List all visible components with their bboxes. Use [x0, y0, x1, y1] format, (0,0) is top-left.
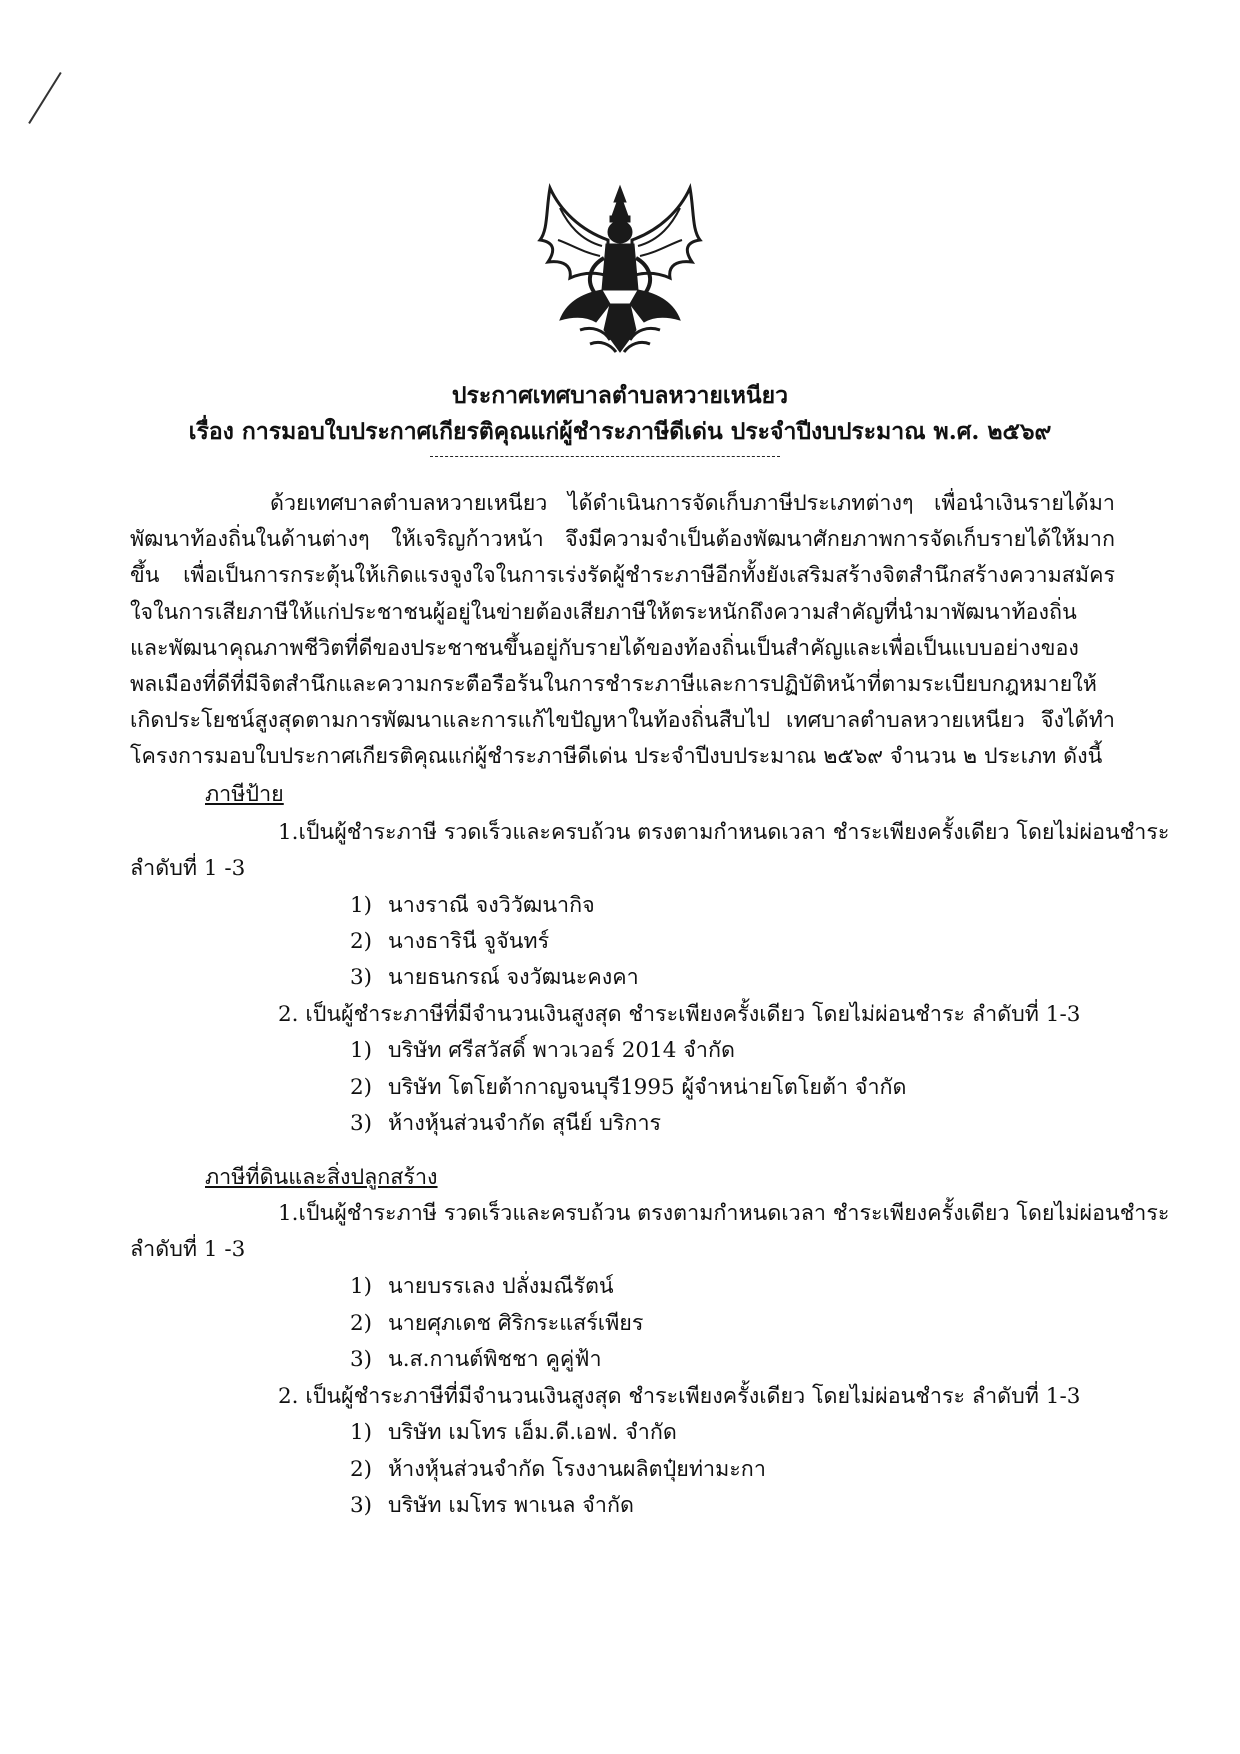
- list-item: [350, 1269, 614, 1303]
- body-paragraph: ด้วยเทศบาลตำบลหวายเหนียว ได้ดำเนินการจัดเก็บภาษีประเภทต่างๆ เพื่อนำเงินรายได้มาพัฒนาท้องถิ่นในด้านต่างๆ ให้เจริญก้าวหน้า จึงมีความจำเป็นต้องพัฒนาศักยภาพการจัดเก็บรายได้ให้มากขึ้น เพื่อเป็นการกระตุ้นให้เกิดแรงจูงใจในการเร่งรัดผู้ชำระภาษีอีกทั้งยังเสริมสร้างจิตสำนึกสร้างความสมัครใจในการเสียภาษีให้แก่ประชาชนผู้อยู่ในข่ายต้องเสียภาษีให้ตระหนักถึงความสำคัญที่นำมาพัฒนาท้องถิ่น และพัฒนาคุณภาพชีวิตที่ดีของประชาชนขึ้นอยู่กับรายได้ของท้องถิ่นเป็นสำคัญและเพื่อเป็นแบบอย่างของพลเมืองที่ดีที่มีจิตสำนึกและความกระตือรือร้นในการชำระภาษีและการปฏิบัติหน้าที่ตามระเบียบกฎหมายให้เกิดประโยชน์สูงสุดตามการพัฒนาและการแก้ไขปัญหาในท้องถิ่นสืบไป เทศบาลตำบลหวายเหนียว จึงได้ทำโครงการมอบใบประกาศเกียรติคุณแก่ผู้ชำระภาษีดีเด่น ประจำปีงบประมาณ ๒๕๖๙ จำนวน ๒ ประเภท ดังนี้: [130, 491, 1115, 770]
- section-heading-land-tax: ภาษีที่ดินและสิ่งปลูกสร้าง: [205, 1165, 438, 1190]
- announcement-title: ประกาศเทศบาลตำบลหวายเหนียว: [451, 382, 789, 409]
- item-number: 1): [350, 893, 373, 918]
- pen-mark: [28, 72, 61, 124]
- item-number: 2): [350, 1457, 373, 1482]
- criteria-1-continued: ลำดับที่ 1 -3: [130, 856, 246, 881]
- item-name: บริษัท โตโยต้ากาญจนบุรี1995 ผู้จำหน่ายโตโยต้า จำกัด: [388, 1075, 907, 1100]
- list-item: [350, 960, 639, 994]
- list-item: [350, 924, 549, 958]
- section-heading-signboard-tax: ภาษีป้าย: [205, 782, 284, 807]
- criteria-2: 2. เป็นผู้ชำระภาษีที่มีจำนวนเงินสูงสุด ชำระเพียงครั้งเดียว โดยไม่ผ่อนชำระ ลำดับที่ 1-3: [278, 1384, 1081, 1409]
- item-number: 3): [350, 1493, 373, 1518]
- criteria-1: 1.เป็นผู้ชำระภาษี รวดเร็วและครบถ้วน ตรงตามกำหนดเวลา ชำระเพียงครั้งเดียว โดยไม่ผ่อนชำระ: [278, 820, 1170, 845]
- item-name: บริษัท เมโทร เอ็ม.ดี.เอฟ. จำกัด: [388, 1420, 677, 1445]
- item-name: ห้างหุ้นส่วนจำกัด สุนีย์ บริการ: [388, 1111, 662, 1136]
- item-name: ห้างหุ้นส่วนจำกัด โรงงานผลิตปุ๋ยท่ามะกา: [388, 1457, 766, 1482]
- item-number: 3): [350, 1111, 373, 1136]
- divider: [430, 456, 780, 457]
- criteria-1-continued: ลำดับที่ 1 -3: [130, 1237, 246, 1262]
- item-name: นายศุภเดช ศิริกระแสร์เพียร: [388, 1311, 644, 1336]
- list-item: [350, 1488, 634, 1522]
- item-number: 3): [350, 965, 373, 990]
- criteria-2: 2. เป็นผู้ชำระภาษีที่มีจำนวนเงินสูงสุด ชำระเพียงครั้งเดียว โดยไม่ผ่อนชำระ ลำดับที่ 1-3: [278, 1002, 1081, 1027]
- list-item: [350, 1106, 661, 1140]
- item-name: นายบรรเลง ปลั่งมณีรัตน์: [388, 1274, 614, 1299]
- item-name: บริษัท ศรีสวัสดิ์ พาวเวอร์ 2014 จำกัด: [388, 1038, 735, 1063]
- list-item: [350, 1306, 643, 1340]
- item-number: 3): [350, 1347, 373, 1372]
- item-name: นางราณี จงวิวัฒนากิจ: [388, 893, 595, 918]
- list-item: [350, 1070, 907, 1104]
- list-item: [350, 1342, 602, 1376]
- item-number: 2): [350, 1311, 373, 1336]
- item-name: น.ส.กานต์พิชชา คูคู่ฟ้า: [388, 1347, 602, 1372]
- list-item: [350, 1033, 735, 1067]
- list-item: [350, 1452, 766, 1486]
- item-number: 1): [350, 1274, 373, 1299]
- item-number: 1): [350, 1038, 373, 1063]
- list-item: [350, 888, 595, 922]
- item-name: นายธนกรณ์ จงวัฒนะคงคา: [388, 965, 639, 990]
- item-name: นางธารินี จูจันทร์: [388, 929, 550, 954]
- announcement-subject: เรื่อง การมอบใบประกาศเกียรติคุณแก่ผู้ชำระภาษีดีเด่น ประจำปีงบประมาณ พ.ศ. ๒๕๖๙: [188, 418, 1052, 445]
- item-number: 1): [350, 1420, 373, 1445]
- list-item: [350, 1415, 677, 1449]
- item-name: บริษัท เมโทร พาเนล จำกัด: [388, 1493, 634, 1518]
- item-number: 2): [350, 1075, 373, 1100]
- garuda-emblem-icon: [520, 180, 720, 360]
- item-number: 2): [350, 929, 373, 954]
- criteria-1: 1.เป็นผู้ชำระภาษี รวดเร็วและครบถ้วน ตรงตามกำหนดเวลา ชำระเพียงครั้งเดียว โดยไม่ผ่อนชำระ: [278, 1201, 1170, 1226]
